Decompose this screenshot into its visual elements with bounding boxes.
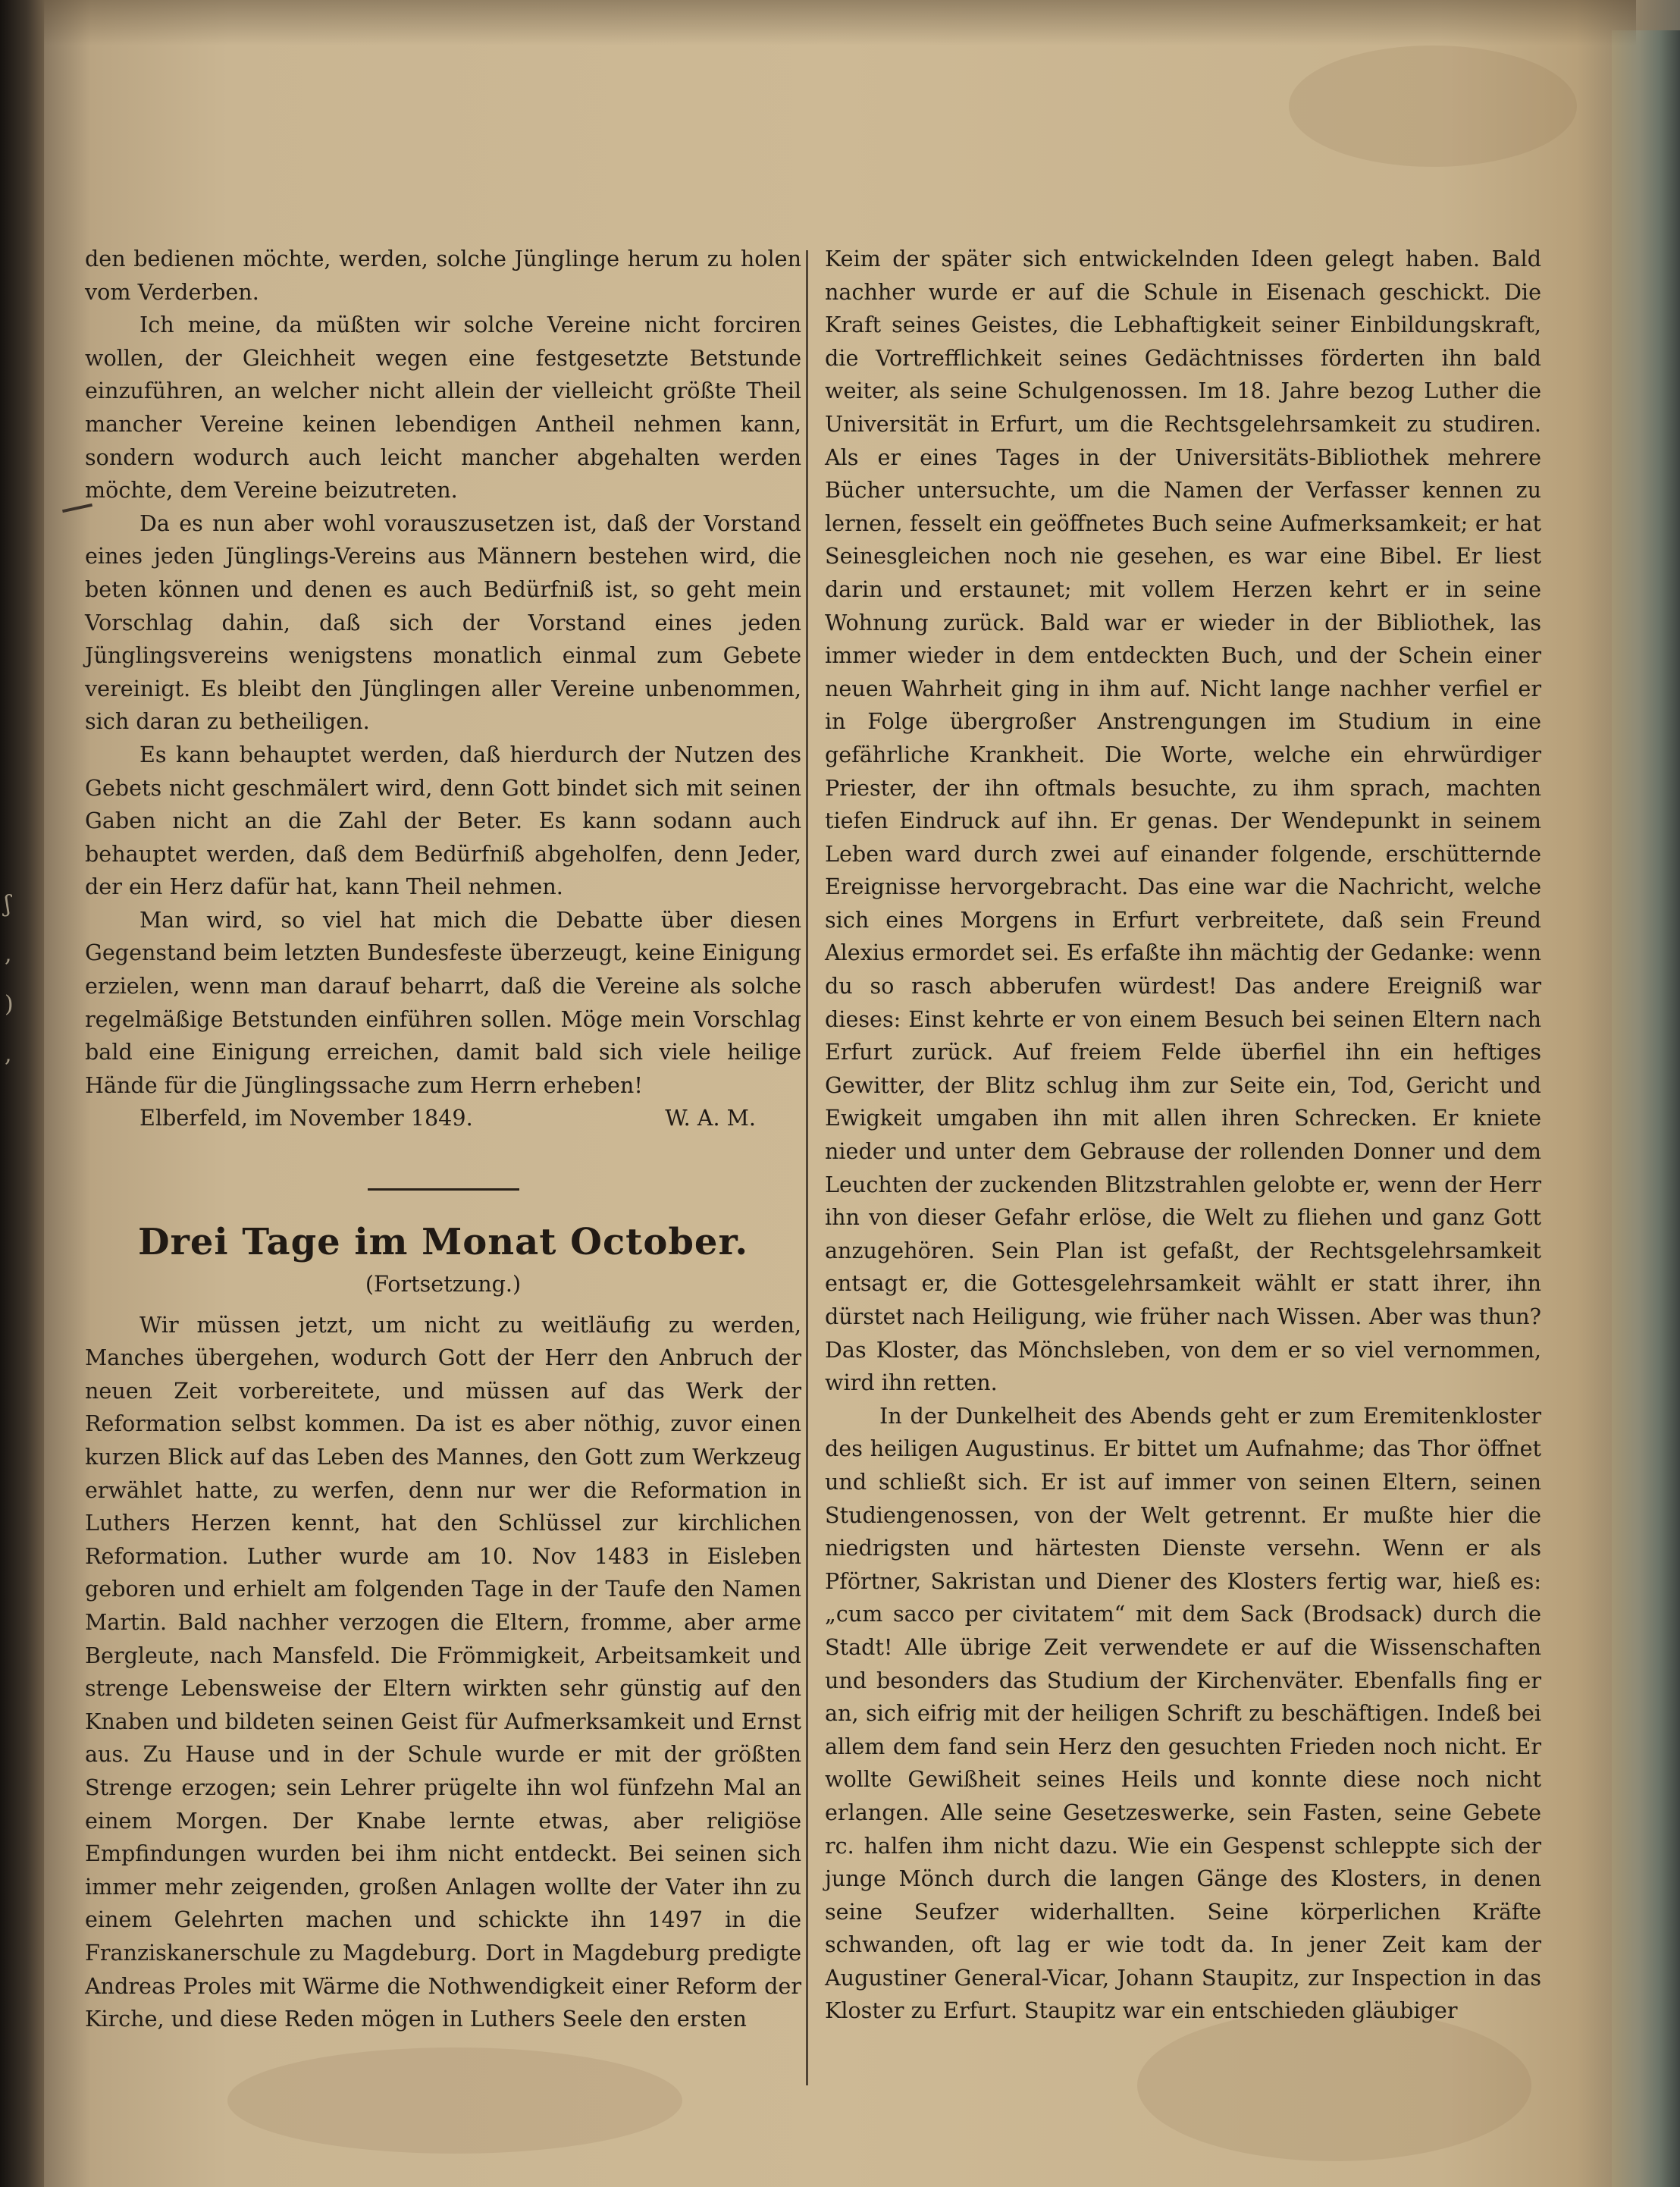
- signature-line: [85, 1102, 801, 1135]
- right-column: [825, 243, 1541, 2093]
- column-divider: [806, 250, 808, 2085]
- paragraph: Es kann behauptet werden, daß hierdurch der Nutzen des Gebets nicht geschmälert wird, denn Gott bindet sich mit seinen Gaben nicht an die Zahl der Beter. Es kann sodann auch behauptet werden, daß dem Bedürfniß abgeholfen, denn Jeder, der ein Herz dafür hat, kann Theil nehmen.: [85, 741, 801, 900]
- paragraph: den bedienen möchte, werden, solche Jünglinge herum zu holen vom Verderben.: [85, 246, 801, 305]
- signature-place-date: Elberfeld, im November 1849.: [139, 1105, 473, 1131]
- paragraph: Ich meine, da müßten wir solche Vereine nicht forciren wollen, der Gleichheit wegen eine festgesetzte Betstunde einzuführen, an welcher nicht allein der vielleicht größte Theil mancher Vereine keinen lebendigen Antheil nehmen kann, sondern wodurch auch leicht mancher abgehalten werden möchte, dem Vereine beizutreten.: [85, 312, 801, 504]
- paragraph: Da es nun aber wohl vorauszusetzen ist, daß der Vorstand eines jeden Jünglings-Vereins aus Männern bestehen wird, die beten können und denen es auch Bedürfniß ist, so geht mein Vorschlag dahin, daß sich der Vorstand eines jeden Jünglingsvereins wenigstens monatlich einmal zum Gebete vereinigt. Es bleibt den Jünglingen aller Vereine unbenommen, sich daran zu betheiligen.: [85, 510, 801, 735]
- article-subtitle: (Fortsetzung.): [365, 1271, 522, 1297]
- paper-stain: [1289, 45, 1577, 167]
- left-column: [85, 243, 801, 2093]
- section-divider: [368, 1188, 519, 1191]
- paragraph: Man wird, so viel hat mich die Debatte über diesen Gegenstand beim letzten Bundesfeste überzeugt, keine Einigung erzielen, wenn man darauf beharrt, daß die Vereine als solche regelmäßige Betstunden einführen sollen. Möge mein Vorschlag bald eine Einigung erreichen, damit bald sich viele heilige Hände für die Jünglingssache zum Herrn erheben!: [85, 906, 801, 1098]
- paragraph: In der Dunkelheit des Abends geht er zum Eremitenkloster des heiligen Augustinus. Er bittet um Aufnahme; das Thor öffnet und schließt sich. Er ist auf immer von seinen Eltern, seinen Studiengenossen, von der Welt getrennt. Er mußte hier die niedrigsten und härtesten Dienste versehn. Wenn er als Pförtner, Sakristan und Diener des Klosters fertig war, hieß es: „cum sacco per civitatem“ mit dem Sack (Brodsack) durch die Stadt! Alle übrige Zeit verwendete er auf die Wissenschaften und besonders das Studium der Kirchenväter. Ebenfalls fing er an, sich eifrig mit der heiligen Schrift zu beschäftigen. Indeß bei allem dem fand sein Herz den gesuchten Frieden noch nicht. Er wollte Gewißheit seines Heils und konnte diese noch nicht erlangen. Alle seine Gesetzeswerke, sein Fasten, seine Gebete rc. halfen ihm nicht dazu. Wie ein Gespenst schleppte sich der junge Mönch durch die langen Gänge des Klosters, in denen seine Seufzer widerhallten. Seine körperlichen Kräfte schwanden, oft lag er wie todt da. In jener Zeit kam der Augustiner General-Vicar, Johann Staupitz, zur Inspection in das Kloster zu Erfurt. Staupitz war ein entschieden gläubiger: [825, 1402, 1541, 2024]
- article-title: Drei Tage im Monat October.: [137, 1221, 749, 1264]
- book-binding-gutter: [0, 0, 44, 2187]
- paragraph: Wir müssen jetzt, um nicht zu weitläufig zu werden, Manches übergehen, wodurch Gott der Herr den Anbruch der neuen Zeit vorbereitete, und müssen auf das Werk der Reformation selbst kommen. Da ist es aber nöthig, zuvor einen kurzen Blick auf das Leben des Mannes, den Gott zum Werkzeug erwählet hatte, zu werfen, denn nur wer die Reformation in Luthers Herzen kennt, hat den Schlüssel zur kirchlichen Reformation. Luther wurde am 10. Nov 1483 in Eisleben geboren und erhielt am folgenden Tage in der Taufe den Namen Martin. Bald nachher verzogen die Eltern, fromme, aber arme Bergleute, nach Mansfeld. Die Frömmigkeit, Arbeitsamkeit und strenge Lebensweise der Eltern wirkten sehr günstig auf den Knaben und bildeten seinen Geist für Aufmerksamkeit und Ernst aus. Zu Hause und in der Schule wurde er mit der größten Strenge erzogen; sein Lehrer prügelte ihn wol fünfzehn Mal an einem Morgen. Der Knabe lernte etwas, aber religiöse Empfindungen wurden bei ihm nicht entdeckt. Bei seinen sich immer mehr zeigenden, großen Anlagen wollte der Vater ihn zu einem Gelehrten machen und schickte ihn 1497 in die Franziskanerschule zu Magdeburg. Dort in Magdeburg predigte Andreas Proles mit Wärme die Nothwendigkeit einer Reform der Kirche, und diese Reden mögen in Luthers Seele den ersten: [85, 1311, 801, 2032]
- gutter-bleed-marks: ʃ , ) ,: [5, 891, 14, 1068]
- page-shadow: [44, 0, 1636, 45]
- page-right-edge: [1612, 30, 1680, 2187]
- signature-initials: W. A. M.: [665, 1105, 756, 1131]
- paragraph: Keim der später sich entwickelnden Ideen gelegt haben. Bald nachher wurde er auf die Schule in Eisenach geschickt. Die Kraft seines Geistes, die Lebhaftigkeit seiner Einbildungskraft, die Vortrefflichkeit seines Gedächtnisses förderten ihn bald weiter, als seine Schulgenossen. Im 18. Jahre bezog Luther die Universität in Erfurt, um die Rechtsgelehrsamkeit zu studiren. Als er eines Tages in der Universitäts-Bibliothek mehrere Bücher untersuchte, um die Namen der Verfasser kennen zu lernen, fesselt ein geöffnetes Buch seine Aufmerksamkeit; er hat Seinesgleichen noch nie gesehen, es war eine Bibel. Er liest darin und erstaunet; mit vollem Herzen kehrt er in seine Wohnung zurück. Bald war er wieder in der Bibliothek, las immer wieder in dem entdeckten Buch, und der Schein einer neuen Wahrheit ging in ihm auf. Nicht lange nachher verfiel er in Folge übergroßer Anstrengungen im Studium in eine gefährliche Krankheit. Die Worte, welche ein ehrwürdiger Priester, der ihn oftmals besuchte, zu ihm sprach, machten tiefen Eindruck auf ihn. Er genas. Der Wendepunkt in seinem Leben ward durch zwei auf einander folgende, erschütternde Ereignisse hervorgebracht. Das eine war die Nachricht, welche sich eines Morgens in Erfurt verbreitete, daß sein Freund Alexius ermordet sei. Es erfaßte ihn mächtig der Gedanke: wenn du so rasch abberufen würdest! Das andere Ereigniß war dieses: Einst kehrte er von einem Besuch bei seinen Eltern nach Erfurt zurück. Auf freiem Felde überfiel ihn ein heftiges Gewitter, der Blitz schlug ihm zur Seite ein, Tod, Gericht und Ewigkeit umgaben ihn mit allen ihren Schrecken. Er kniete nieder und unter dem Gebrause der rollenden Donner und dem Leuchten der zuckenden Blitzstrahlen gelobte er, wenn der Herr ihn von dieser Gefahr erlöse, die Welt zu fliehen und ganz Gott anzugehören. Sein Plan ist gefaßt, der Rechtsgelehrsamkeit entsagt er, die Gottesgelehrsamkeit wählt er statt ihrer, ihn dürstet nach Heiligung, wie früher nach Wissen. Aber was thun? Das Kloster, das Mönchsleben, von dem er so viel vernommen, wird ihn retten.: [825, 246, 1541, 1396]
